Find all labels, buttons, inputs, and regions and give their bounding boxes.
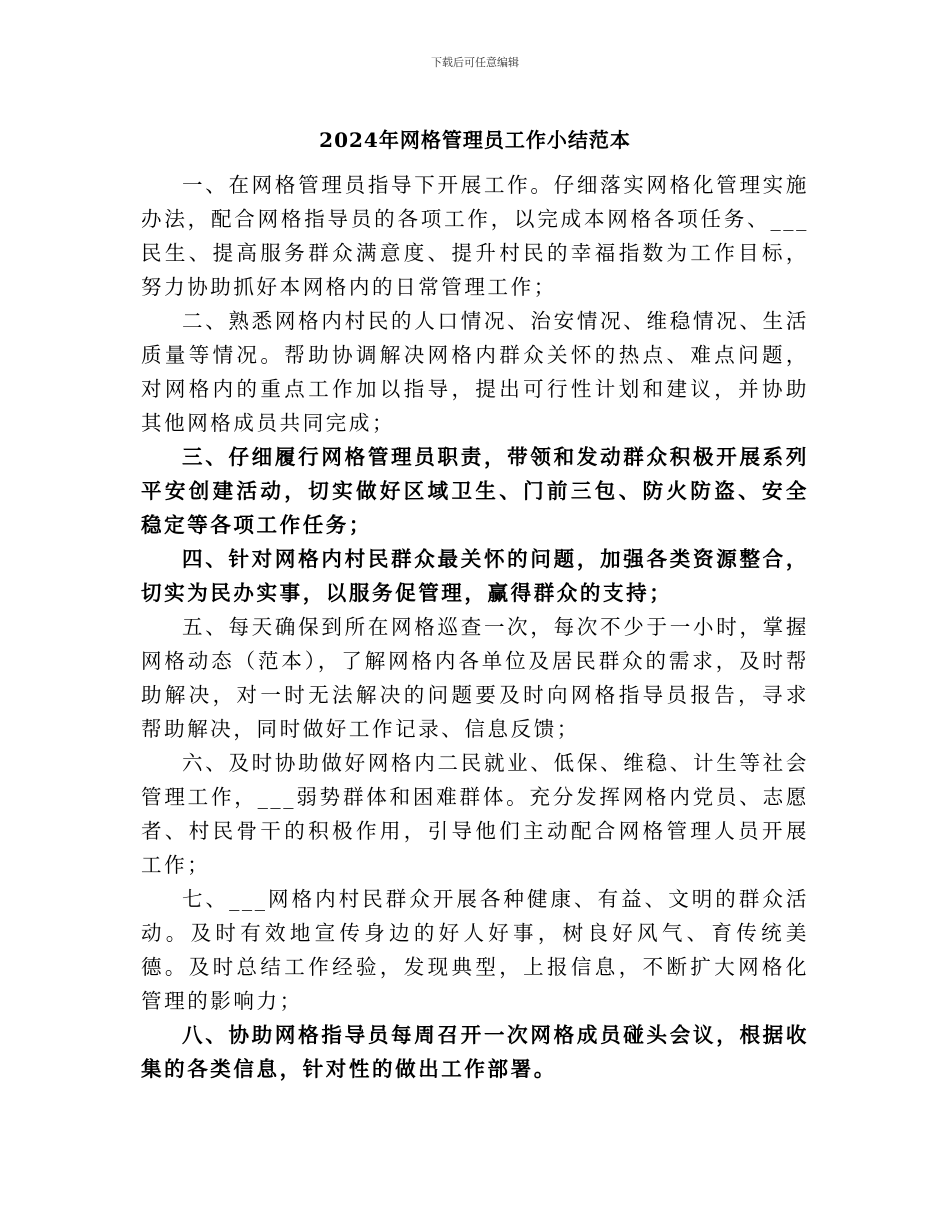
document-title: 2024年网格管理员工作小结范本 [319, 128, 631, 152]
paragraph-2: 二、熟悉网格内村民的人口情况、治安情况、维稳情况、生活质量等情况。帮助协调解决网格内群众关怀的热点、难点问题，对网格内的重点工作加以指导，提出可行性计划和建议，并协助其他网格成员共同完成； [141, 309, 809, 435]
document-body [141, 168, 809, 1086]
paragraph-1: 一、在网格管理员指导下开展工作。仔细落实网格化管理实施办法，配合网格指导员的各项工作，以完成本网格各项任务、___民生、提高服务群众满意度、提升村民的幸福指数为工作目标，努力协助抓好本网格内的日常管理工作； [141, 173, 809, 299]
paragraph-4: 四、针对网格内村民群众最关怀的问题，加强各类资源整合，切实为民办实事，以服务促管理，赢得群众的支持； [141, 547, 809, 605]
paragraph-8: 八、协助网格指导员每周召开一次网格成员碰头会议，根据收集的各类信息，针对性的做出工作部署。 [141, 1023, 809, 1081]
paragraph-5: 五、每天确保到所在网格巡查一次，每次不少于一小时，掌握网格动态（范本），了解网格内各单位及居民群众的需求，及时帮助解决，对一时无法解决的问题要及时向网格指导员报告，寻求帮助解决，同时做好工作记录、信息反馈； [141, 615, 809, 741]
paragraph-6: 六、及时协助做好网格内二民就业、低保、维稳、计生等社会管理工作，___弱势群体和困难群体。充分发挥网格内党员、志愿者、村民骨干的积极作用，引导他们主动配合网格管理人员开展工作； [141, 751, 809, 877]
header-note: 下载后可任意编辑 [431, 56, 519, 69]
paragraph-7: 七、___网格内村民群众开展各种健康、有益、文明的群众活动。及时有效地宣传身边的好人好事，树良好风气、育传统美德。及时总结工作经验，发现典型，上报信息，不断扩大网格化管理的影响力； [141, 887, 809, 1013]
paragraph-3: 三、仔细履行网格管理员职责，带领和发动群众积极开展系列平安创建活动，切实做好区域卫生、门前三包、防火防盗、安全稳定等各项工作任务； [141, 445, 809, 537]
